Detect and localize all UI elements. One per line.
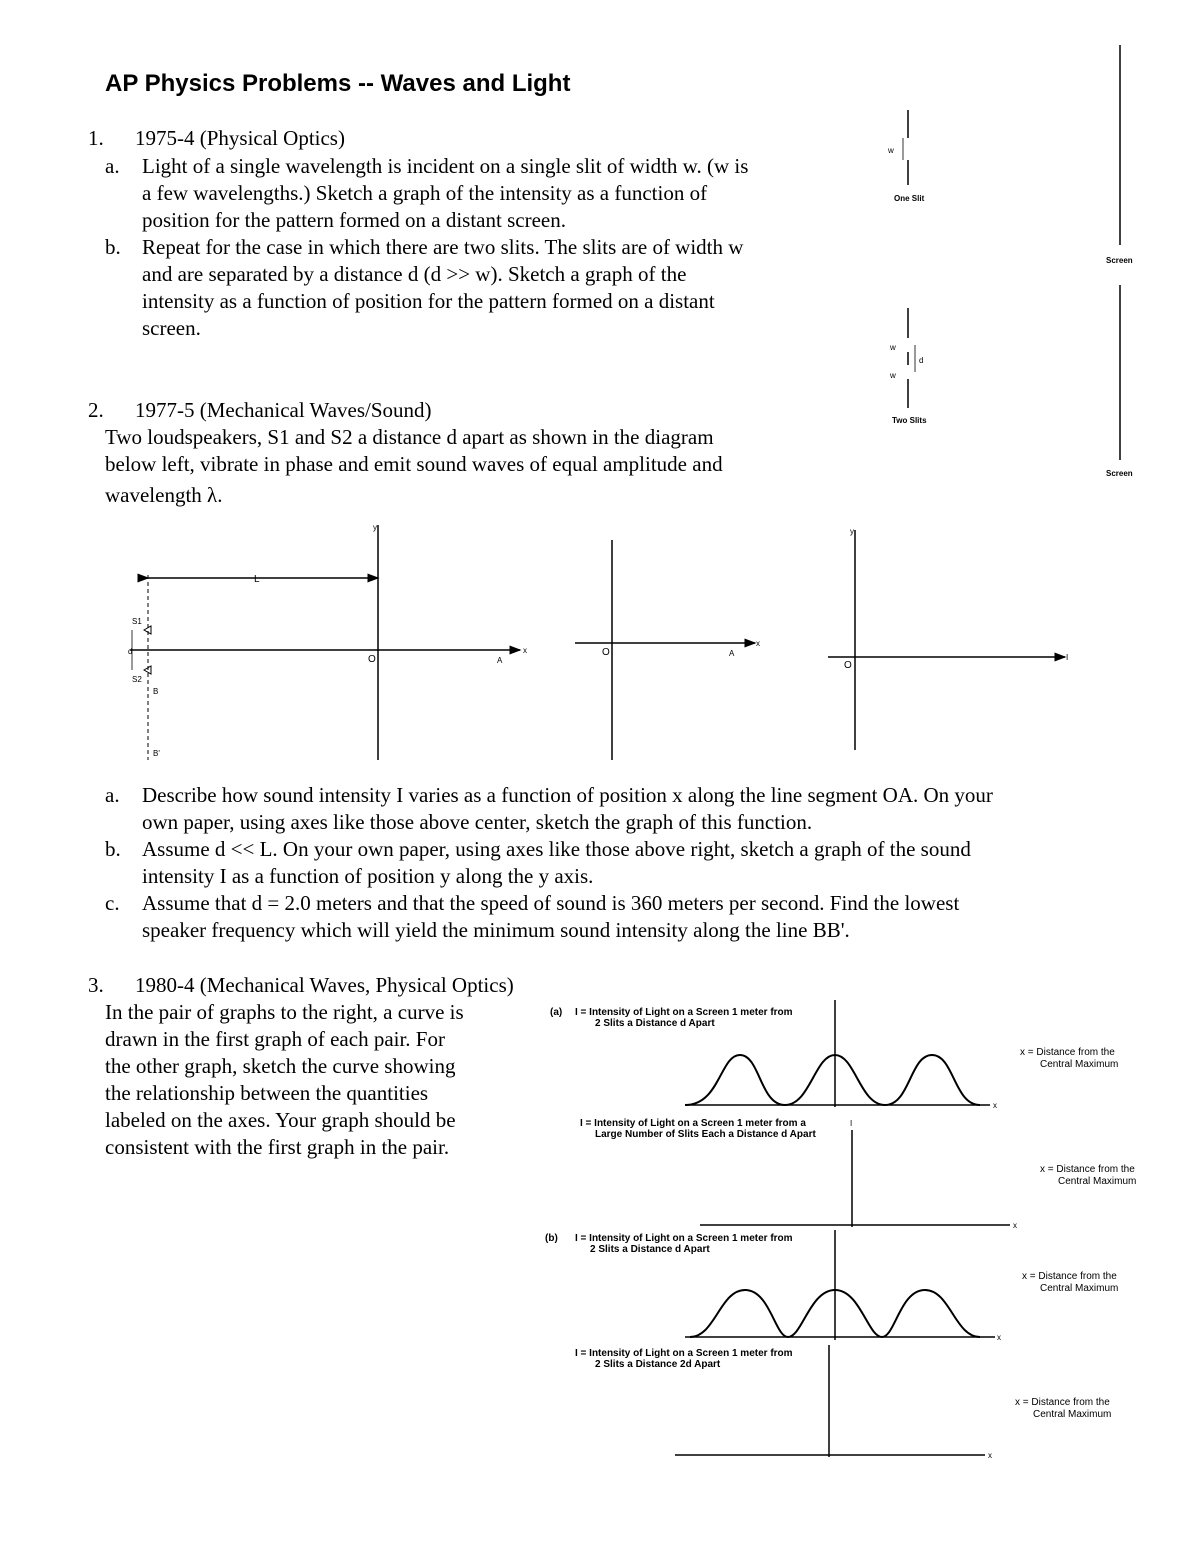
problem-3-text-line-6: consistent with the first graph in the pair. bbox=[105, 1135, 450, 1159]
problem-3-text-line-3: the other graph, sketch the curve showing bbox=[105, 1054, 456, 1078]
graph-3-ylabel-2: 2 Slits a Distance d Apart bbox=[590, 1244, 710, 1255]
graph-2-I-label: I bbox=[850, 1119, 853, 1128]
graph-a-tag: (a) bbox=[550, 1007, 563, 1018]
problem-2-heading: 1977-5 (Mechanical Waves/Sound) bbox=[135, 398, 432, 422]
screen-label-2: Screen bbox=[1106, 469, 1133, 478]
S2-label: S2 bbox=[132, 675, 142, 684]
y-label-left: y bbox=[373, 523, 377, 532]
x-label-middle: x bbox=[756, 639, 760, 648]
problem-3-number: 3. bbox=[88, 973, 104, 997]
problem-1b-letter: b. bbox=[105, 235, 121, 259]
two-slit-d-label: d bbox=[919, 356, 924, 365]
loudspeaker-diagrams bbox=[120, 520, 1080, 765]
problem-1-heading: 1975-4 (Physical Optics) bbox=[135, 126, 345, 150]
I-label-right: I bbox=[1066, 653, 1069, 662]
graph-2-xlabel-2: Central Maximum bbox=[1058, 1176, 1137, 1187]
problem-2a-line-2: own paper, using axes like those above center, sketch the graph of this function. bbox=[142, 810, 813, 834]
problem-3-text-line-1: In the pair of graphs to the right, a curve is bbox=[105, 1000, 464, 1024]
O-label-right: O bbox=[844, 660, 852, 671]
graph-2-ylabel-1: I = Intensity of Light on a Screen 1 meter from a bbox=[580, 1118, 806, 1129]
graph-3-xlabel-2: Central Maximum bbox=[1040, 1283, 1119, 1294]
problem-2a-letter: a. bbox=[105, 783, 120, 807]
problem-3-text-line-4: the relationship between the quantities bbox=[105, 1081, 429, 1105]
graph-1-xlabel-1: x = Distance from the bbox=[1020, 1047, 1115, 1058]
graph-3-x-label: x bbox=[997, 1333, 1001, 1342]
problem-2-intro-line-2: below left, vibrate in phase and emit sound waves of equal amplitude and bbox=[105, 452, 723, 476]
A-label-middle: A bbox=[729, 649, 735, 658]
problem-2-intro-line-3: wavelength λ. bbox=[105, 483, 223, 507]
O-label-middle: O bbox=[602, 647, 610, 658]
L-label: L bbox=[254, 574, 260, 585]
two-slit-w-label-2: w bbox=[890, 371, 896, 380]
d-label: d bbox=[128, 647, 133, 656]
B-prime-label: B' bbox=[153, 749, 160, 758]
y-label-right: y bbox=[850, 527, 854, 536]
graph-1-ylabel-1: I = Intensity of Light on a Screen 1 meter from bbox=[575, 1007, 793, 1018]
graph-1-ylabel-2: 2 Slits a Distance d Apart bbox=[595, 1018, 715, 1029]
graph-2-x-label: x bbox=[1013, 1221, 1017, 1230]
graph-4-xlabel-1: x = Distance from the bbox=[1015, 1397, 1110, 1408]
graph-4-xlabel-2: Central Maximum bbox=[1033, 1409, 1112, 1420]
problem-1b-line-4: screen. bbox=[142, 316, 201, 340]
graph-3-ylabel-1: I = Intensity of Light on a Screen 1 meter from bbox=[575, 1233, 793, 1244]
problem-2b-line-1: Assume d << L. On your own paper, using axes like those above right, sketch a graph of the sound bbox=[142, 837, 971, 861]
problem-2b-line-2: intensity I as a function of position y along the y axis. bbox=[142, 864, 594, 888]
graph-1-xlabel-2: Central Maximum bbox=[1040, 1059, 1119, 1070]
x-label-left: x bbox=[523, 646, 527, 655]
two-slits-label: Two Slits bbox=[892, 416, 927, 425]
graph-1-curve bbox=[685, 1055, 980, 1105]
problem-1b-line-1: Repeat for the case in which there are two slits. The slits are of width w bbox=[142, 235, 744, 259]
intensity-graphs bbox=[540, 995, 1160, 1470]
problem-2-intro-line-1: Two loudspeakers, S1 and S2 a distance d apart as shown in the diagram bbox=[105, 425, 714, 449]
problem-1a-letter: a. bbox=[105, 154, 120, 178]
screen-label-1: Screen bbox=[1106, 256, 1133, 265]
problem-1b-line-2: and are separated by a distance d (d >> w). Sketch a graph of the bbox=[142, 262, 687, 286]
problem-1a-line-2: a few wavelengths.) Sketch a graph of the intensity as a function of bbox=[142, 181, 708, 205]
S1-label: S1 bbox=[132, 617, 142, 626]
graph-2-ylabel-2: Large Number of Slits Each a Distance d Apart bbox=[595, 1129, 816, 1140]
graph-3-xlabel-1: x = Distance from the bbox=[1022, 1271, 1117, 1282]
problem-1b-line-3: intensity as a function of position for the pattern formed on a distant bbox=[142, 289, 715, 313]
problem-1a-line-1: Light of a single wavelength is incident on a single slit of width w. (w is bbox=[142, 154, 749, 178]
problem-2c-line-2: speaker frequency which will yield the minimum sound intensity along the line BB'. bbox=[142, 918, 850, 942]
graph-b-tag: (b) bbox=[545, 1233, 558, 1244]
slit-diagram bbox=[870, 40, 1150, 490]
problem-2c-line-1: Assume that d = 2.0 meters and that the speed of sound is 360 meters per second. Find the lowest bbox=[142, 891, 960, 915]
problem-2-number: 2. bbox=[88, 398, 104, 422]
problem-2b-letter: b. bbox=[105, 837, 121, 861]
problem-3-text-line-2: drawn in the first graph of each pair. For bbox=[105, 1027, 445, 1051]
problem-2c-letter: c. bbox=[105, 891, 120, 915]
problem-2a-line-1: Describe how sound intensity I varies as a function of position x along the line segment OA. On your bbox=[142, 783, 993, 807]
two-slit-w-label-1: w bbox=[890, 343, 896, 352]
problem-3-text-line-5: labeled on the axes. Your graph should be bbox=[105, 1108, 456, 1132]
O-label-left: O bbox=[368, 654, 376, 665]
one-slit-w-label: w bbox=[888, 146, 894, 155]
graph-2-xlabel-1: x = Distance from the bbox=[1040, 1164, 1135, 1175]
graph-4-x-label: x bbox=[988, 1451, 992, 1460]
page-title: AP Physics Problems -- Waves and Light bbox=[105, 70, 571, 97]
one-slit-label: One Slit bbox=[894, 194, 925, 203]
problem-1a-line-3: position for the pattern formed on a distant screen. bbox=[142, 208, 566, 232]
problem-1-number: 1. bbox=[88, 126, 104, 150]
graph-4-ylabel-2: 2 Slits a Distance 2d Apart bbox=[595, 1359, 721, 1370]
B-label: B bbox=[153, 687, 159, 696]
graph-1-x-label: x bbox=[993, 1101, 997, 1110]
graph-4-ylabel-1: I = Intensity of Light on a Screen 1 meter from bbox=[575, 1348, 793, 1359]
A-label-left: A bbox=[497, 656, 503, 665]
problem-3-heading: 1980-4 (Mechanical Waves, Physical Optics) bbox=[135, 973, 514, 997]
